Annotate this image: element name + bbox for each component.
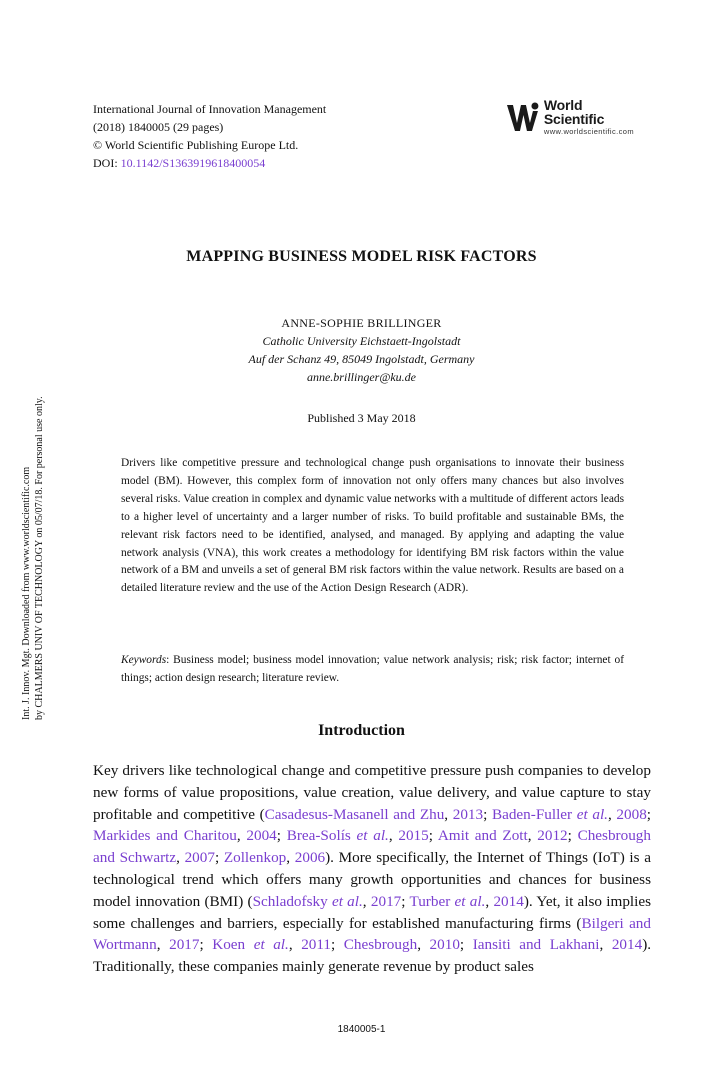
separator: , xyxy=(599,936,612,954)
citation-link[interactable]: Baden-Fuller xyxy=(491,805,577,823)
separator: ; xyxy=(483,805,492,823)
citation-etal[interactable]: et al. xyxy=(331,892,363,910)
doi-line xyxy=(93,154,326,172)
citation-link[interactable]: Amit and Zott xyxy=(437,827,528,845)
citation-link[interactable]: Chesbrough xyxy=(343,936,418,954)
section-heading: Introduction xyxy=(318,722,405,739)
publisher-logo xyxy=(506,97,646,137)
separator: , xyxy=(288,936,302,954)
intro-text: ). Yet, it also implies some challenges and barriers, especially for established manufacturing firms ( xyxy=(93,892,652,932)
intro-text: Key drivers like technological change and competitive pressure push companies to develop new forms of value propositions, value creation, value delivery, and value capture to stay profitable and competitive ( xyxy=(93,762,651,823)
intro-paragraph xyxy=(93,760,651,978)
abstract: Drivers like competitive pressure and technological change push organisations to innovate their business model (BM). However, this complex form of innovation not only offers many chances but also involves several risks. Value creation in complex and dynamic value networks with a multitude of different actors leads to a higher level of uncertainty and a larger number of risks. To build profitable and sustainable BMs, the relevant risk factors need to be identified, analysed, and managed. By applying and adapting the value network analysis (VNA), this work creates a methodology for identifying BM risk factors within the value network of a BM and unveils a set of general BM risk factors within the value network. Results are based on a detailed literature review and the use of the Action Design Research (ADR). xyxy=(121,457,624,595)
citation-year-link[interactable]: 2007 xyxy=(184,849,215,867)
citation-link[interactable]: Chesbrough and Schwartz xyxy=(93,827,651,867)
citation-link[interactable]: Schladofsky xyxy=(252,892,332,910)
citation-link[interactable]: Brea-Solís xyxy=(286,827,357,845)
intro-text: ). Traditionally, these companies mainly generate revenue by product sales xyxy=(93,936,652,976)
author-address: Auf der Schanz 49, 85049 Ingolstadt, Germany xyxy=(248,352,475,366)
citation-link[interactable]: Iansiti and Lakhani xyxy=(472,936,600,954)
separator: , xyxy=(417,936,430,954)
doi-label: DOI: xyxy=(93,156,121,170)
citation-link[interactable]: Bilgeri and Wortmann xyxy=(93,914,651,954)
separator: , xyxy=(362,892,371,910)
citation-link[interactable]: Koen xyxy=(212,936,254,954)
published-date: Published 3 May 2018 xyxy=(307,411,416,425)
author-block xyxy=(0,314,723,386)
separator: ; xyxy=(428,827,438,845)
citation-year-link[interactable]: 2013 xyxy=(452,805,484,823)
separator: ; xyxy=(214,849,224,867)
separator: ; xyxy=(199,936,213,954)
keywords xyxy=(121,652,624,688)
separator: , xyxy=(286,849,295,867)
separator: ; xyxy=(401,892,410,910)
citation-etal[interactable]: et al. xyxy=(576,805,608,823)
paper-title: MAPPING BUSINESS MODEL RISK FACTORS xyxy=(186,248,537,265)
separator: , xyxy=(388,827,399,845)
citation-year-link[interactable]: 2017 xyxy=(169,936,200,954)
separator: ; xyxy=(331,936,344,954)
download-note-line1: Int. J. Innov. Mgt. Downloaded from www.worldscientific.com xyxy=(21,466,32,720)
separator: , xyxy=(485,892,494,910)
separator: , xyxy=(176,849,185,867)
separator: , xyxy=(156,936,170,954)
journal-name: International Journal of Innovation Management xyxy=(93,102,327,116)
copyright: © World Scientific Publishing Europe Ltd. xyxy=(93,138,299,152)
separator: , xyxy=(607,805,617,823)
citation-year-link[interactable]: 2014 xyxy=(611,936,643,954)
separator: , xyxy=(527,827,538,845)
doi-link[interactable]: 10.1142/S1363919618400054 xyxy=(120,156,266,170)
separator: ; xyxy=(276,827,287,845)
keywords-text: : Business model; business model innovation; value network analysis; risk; risk factor; internet of things; action design research; literature review. xyxy=(121,654,624,684)
citation-link[interactable]: Zollenkop xyxy=(223,849,287,867)
citation-link[interactable]: Casadesus-Masanell and Zhu xyxy=(264,805,445,823)
citation-year-link[interactable]: 2012 xyxy=(537,827,568,845)
citation-year-link[interactable]: 2011 xyxy=(301,936,331,954)
citation-year-link[interactable]: 2004 xyxy=(246,827,277,845)
journal-volume: (2018) 1840005 (29 pages) xyxy=(93,120,224,134)
author-email[interactable]: anne.brillinger@ku.de xyxy=(306,370,417,384)
citation-etal[interactable]: et al. xyxy=(356,827,389,845)
download-note-line2: by CHALMERS UNIV OF TECHNOLOGY on 05/07/18. For personal use only. xyxy=(34,396,45,720)
separator: , xyxy=(444,805,453,823)
world-scientific-logo-icon xyxy=(506,101,540,133)
separator: ; xyxy=(459,936,473,954)
citation-etal[interactable]: et al. xyxy=(253,936,289,954)
logo-url: www.worldscientific.com xyxy=(543,127,634,137)
journal-header xyxy=(93,100,326,172)
separator: , xyxy=(236,827,247,845)
keywords-label: Keywords xyxy=(121,654,167,666)
author-affiliation: Catholic University Eichstaett-Ingolstadt xyxy=(262,334,461,348)
citation-year-link[interactable]: 2006 xyxy=(294,849,326,867)
citation-link[interactable]: Turber xyxy=(409,892,455,910)
citation-year-link[interactable]: 2010 xyxy=(429,936,460,954)
citation-year-link[interactable]: 2008 xyxy=(616,805,647,823)
citation-year-link[interactable]: 2017 xyxy=(370,892,402,910)
citation-year-link[interactable]: 2015 xyxy=(398,827,429,845)
separator: ; xyxy=(646,805,652,823)
author-name: ANNE-SOPHIE BRILLINGER xyxy=(281,316,442,330)
citation-year-link[interactable]: 2014 xyxy=(493,892,524,910)
citation-link[interactable]: Markides and Charitou xyxy=(93,827,237,845)
intro-text: ). More specifically, the Internet of Things (IoT) is a technological trend which offers many growth opportunities and chances for business model innovation (BMI) ( xyxy=(93,849,651,910)
logo-name: World Scientific xyxy=(543,97,605,128)
separator: ; xyxy=(567,827,578,845)
citation-etal[interactable]: et al. xyxy=(454,892,486,910)
page-footer: 1840005-1 xyxy=(337,1024,386,1035)
